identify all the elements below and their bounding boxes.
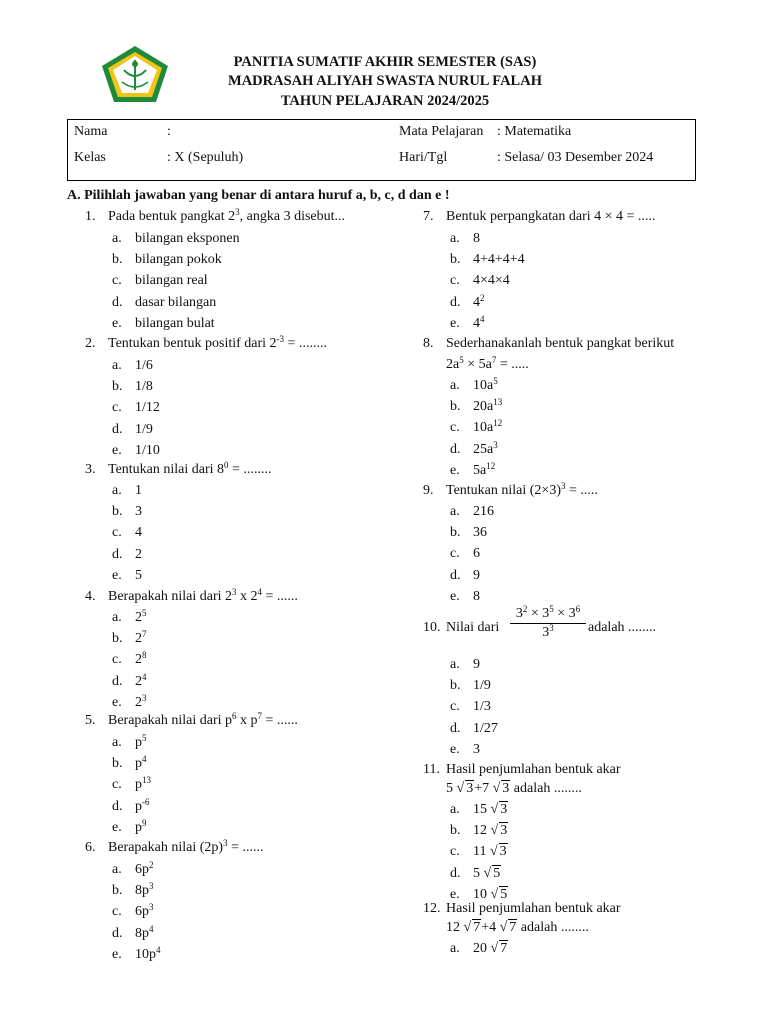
fraction-expression bbox=[510, 606, 586, 641]
option-text: $p^9$ bbox=[135, 818, 147, 835]
option-text: $10a^5$ bbox=[473, 376, 498, 393]
question-text: Berapakah nilai $(2p)^3$ = ...... bbox=[108, 838, 264, 855]
question-number: 2. bbox=[85, 336, 96, 351]
question-text: Bentuk perpangkatan dari 4 × 4 = ..... bbox=[446, 209, 656, 224]
option-text: $2^3$ bbox=[135, 693, 147, 710]
option-text: 10 √ 5 bbox=[473, 887, 508, 902]
option-letter: d. bbox=[450, 568, 461, 583]
question-text: Tentukan nilai $(2\times 3)^3$ = ..... bbox=[446, 481, 598, 498]
question-number: 9. bbox=[423, 483, 434, 498]
nama-separator: : bbox=[167, 124, 171, 139]
option-text: $2^5$ bbox=[135, 608, 147, 625]
option-letter: b. bbox=[112, 631, 123, 646]
header-title-3: TAHUN PELAJARAN 2024/2025 bbox=[280, 93, 490, 109]
option-letter: d. bbox=[112, 674, 123, 689]
option-text: 5 bbox=[135, 568, 142, 583]
question-text-line2: $2a^5 \times 5a^7$ = ..... bbox=[446, 355, 529, 372]
option-letter: e. bbox=[450, 463, 460, 478]
section-a-instruction: A. Pilihlah jawaban yang benar di antara huruf a, b, c, d dan e ! bbox=[67, 188, 450, 203]
option-letter: c. bbox=[112, 525, 122, 540]
option-text: $2^4$ bbox=[135, 672, 147, 689]
question-number: 3. bbox=[85, 462, 96, 477]
question-text: Sederhanakanlah bentuk pangkat berikut bbox=[446, 336, 675, 351]
option-letter: e. bbox=[112, 443, 122, 458]
option-letter: b. bbox=[112, 756, 123, 771]
option-letter: d. bbox=[450, 721, 461, 736]
option-text: dasar bilangan bbox=[135, 295, 217, 310]
option-letter: a. bbox=[112, 735, 122, 750]
option-text: 8 bbox=[473, 589, 480, 604]
question-number: 11. bbox=[423, 762, 440, 777]
option-text: $p^{13}$ bbox=[135, 775, 151, 792]
option-text: 3 bbox=[135, 504, 142, 519]
option-letter: c. bbox=[112, 400, 122, 415]
option-text: $6p^3$ bbox=[135, 902, 154, 919]
option-letter: e. bbox=[112, 568, 122, 583]
question-number: 5. bbox=[85, 713, 96, 728]
option-letter: b. bbox=[112, 504, 123, 519]
question-text-line2: 5 √ 3+7 √ 3 adalah ........ bbox=[446, 781, 582, 796]
option-letter: c. bbox=[112, 652, 122, 667]
option-letter: b. bbox=[450, 525, 461, 540]
fraction-numerator: $3^2 \times 3^5 \times 3^6$ bbox=[510, 606, 586, 624]
option-text: 1/6 bbox=[135, 358, 153, 373]
question-number: 6. bbox=[85, 840, 96, 855]
option-letter: a. bbox=[450, 378, 460, 393]
option-letter: d. bbox=[112, 547, 123, 562]
option-letter: d. bbox=[450, 442, 461, 457]
option-letter: e. bbox=[112, 820, 122, 835]
option-letter: e. bbox=[450, 316, 460, 331]
option-letter: d. bbox=[450, 295, 461, 310]
option-letter: a. bbox=[112, 483, 122, 498]
option-letter: e. bbox=[112, 316, 122, 331]
option-letter: d. bbox=[112, 926, 123, 941]
option-letter: a. bbox=[112, 610, 122, 625]
option-letter: d. bbox=[112, 799, 123, 814]
option-text: $p^5$ bbox=[135, 733, 147, 750]
header-title-1: PANITIA SUMATIF AKHIR SEMESTER (SAS) bbox=[233, 54, 537, 70]
option-letter: e. bbox=[112, 947, 122, 962]
option-text: 5 √ 5 bbox=[473, 866, 501, 881]
option-text: $8p^4$ bbox=[135, 924, 154, 941]
option-text: 1/9 bbox=[473, 678, 491, 693]
option-letter: c. bbox=[112, 904, 122, 919]
question-text: Hasil penjumlahan bentuk akar bbox=[446, 762, 621, 777]
question-text: Nilai dari bbox=[446, 620, 500, 635]
option-letter: b. bbox=[112, 883, 123, 898]
question-number: 1. bbox=[85, 209, 96, 224]
question-text: Tentukan nilai dari $8^0$ = ........ bbox=[108, 460, 272, 477]
option-text: 15 √ 3 bbox=[473, 802, 508, 817]
question-text: Berapakah nilai dari $p^6$ x $p^7$ = ...... bbox=[108, 711, 298, 728]
option-text: bilangan pokok bbox=[135, 252, 222, 267]
nama-label: Nama bbox=[74, 124, 108, 139]
option-letter: c. bbox=[450, 420, 460, 435]
option-letter: a. bbox=[112, 862, 122, 877]
option-letter: a. bbox=[450, 802, 460, 817]
option-text: $10a^{12}$ bbox=[473, 418, 503, 435]
option-letter: c. bbox=[112, 273, 122, 288]
option-letter: c. bbox=[112, 777, 122, 792]
option-text: $20a^{13}$ bbox=[473, 397, 503, 414]
option-letter: b. bbox=[450, 678, 461, 693]
option-text: 6 bbox=[473, 546, 480, 561]
option-text: bilangan eksponen bbox=[135, 231, 240, 246]
option-text: 2 bbox=[135, 547, 142, 562]
question-text-line2: 12 √ 7+4 √ 7 adalah ........ bbox=[446, 920, 589, 935]
option-letter: a. bbox=[112, 231, 122, 246]
option-text: 8 bbox=[473, 231, 480, 246]
option-letter: b. bbox=[450, 252, 461, 267]
option-text: 9 bbox=[473, 568, 480, 583]
option-text: 1/27 bbox=[473, 721, 498, 736]
option-text: bilangan bulat bbox=[135, 316, 215, 331]
option-text: $2^8$ bbox=[135, 650, 147, 667]
option-letter: e. bbox=[450, 742, 460, 757]
option-text: $25a^3$ bbox=[473, 440, 498, 457]
option-text: 4+4+4+4 bbox=[473, 252, 525, 267]
option-text: $6p^2$ bbox=[135, 860, 154, 877]
option-text: 1/9 bbox=[135, 422, 153, 437]
option-text: 4 bbox=[135, 525, 142, 540]
option-text: 20 √ 7 bbox=[473, 941, 508, 956]
hari-label: Hari/Tgl bbox=[399, 150, 448, 165]
option-letter: c. bbox=[450, 844, 460, 859]
option-text: $p^{-6}$ bbox=[135, 797, 150, 814]
option-letter: a. bbox=[450, 231, 460, 246]
question-text: Hasil penjumlahan bentuk akar bbox=[446, 901, 621, 916]
option-text: 12 √ 3 bbox=[473, 823, 508, 838]
option-text: $4^4$ bbox=[473, 314, 485, 331]
question-text: Berapakah nilai dari $2^3$ x $2^4$ = ...... bbox=[108, 587, 298, 604]
option-letter: a. bbox=[112, 358, 122, 373]
hari-value: : Selasa/ 03 Desember 2024 bbox=[497, 150, 654, 165]
option-letter: e. bbox=[112, 695, 122, 710]
option-letter: c. bbox=[450, 546, 460, 561]
option-text: 9 bbox=[473, 657, 480, 672]
option-letter: a. bbox=[450, 657, 460, 672]
question-text: Pada bentuk pangkat $2^3$, angka 3 disebut... bbox=[108, 207, 346, 224]
option-text: 11 √ 3 bbox=[473, 844, 507, 859]
option-letter: b. bbox=[450, 399, 461, 414]
kelas-label: Kelas bbox=[74, 150, 106, 165]
option-letter: b. bbox=[112, 379, 123, 394]
kelas-value: : X (Sepuluh) bbox=[167, 150, 244, 165]
option-text: 1 bbox=[135, 483, 142, 498]
option-letter: e. bbox=[450, 589, 460, 604]
option-letter: c. bbox=[450, 699, 460, 714]
option-letter: d. bbox=[112, 295, 123, 310]
option-text: 1/12 bbox=[135, 400, 160, 415]
question-number: 12. bbox=[423, 901, 441, 916]
option-text: $5a^{12}$ bbox=[473, 461, 496, 478]
option-letter: d. bbox=[450, 866, 461, 881]
option-letter: c. bbox=[450, 273, 460, 288]
option-text: $2^7$ bbox=[135, 629, 147, 646]
question-number: 4. bbox=[85, 589, 96, 604]
option-text: $p^4$ bbox=[135, 754, 147, 771]
option-letter: b. bbox=[112, 252, 123, 267]
option-letter: a. bbox=[450, 941, 460, 956]
option-text: 1/3 bbox=[473, 699, 491, 714]
header-title-2: MADRASAH ALIYAH SWASTA NURUL FALAH bbox=[228, 73, 542, 89]
option-text: 1/8 bbox=[135, 379, 153, 394]
option-text: $4^2$ bbox=[473, 293, 485, 310]
option-text: $8p^3$ bbox=[135, 881, 154, 898]
option-text: bilangan real bbox=[135, 273, 208, 288]
option-text: 4×4×4 bbox=[473, 273, 510, 288]
option-letter: a. bbox=[450, 504, 460, 519]
question-number: 8. bbox=[423, 336, 434, 351]
question-number: 10. bbox=[423, 620, 441, 635]
question-number: 7. bbox=[423, 209, 434, 224]
mapel-value: : Matematika bbox=[497, 124, 572, 139]
fraction-denominator: $3^3$ bbox=[542, 623, 554, 640]
option-letter: e. bbox=[450, 887, 460, 902]
mapel-label: Mata Pelajaran bbox=[399, 124, 484, 139]
question-text: Tentukan bentuk positif dari $2^{-3}$ = ........ bbox=[108, 334, 327, 351]
option-letter: b. bbox=[450, 823, 461, 838]
option-text: $10p^4$ bbox=[135, 945, 161, 962]
question-text-after: adalah ........ bbox=[588, 620, 657, 635]
option-letter: d. bbox=[112, 422, 123, 437]
option-text: 3 bbox=[473, 742, 480, 757]
option-text: 36 bbox=[473, 525, 487, 540]
option-text: 216 bbox=[473, 504, 494, 519]
option-text: 1/10 bbox=[135, 443, 160, 458]
